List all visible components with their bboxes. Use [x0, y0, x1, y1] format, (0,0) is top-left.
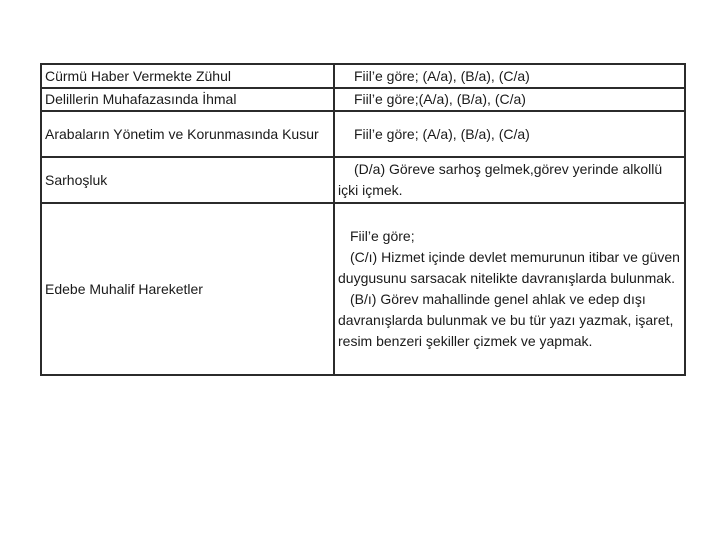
offense-cell: Edebe Muhalif Hareketler	[41, 203, 334, 375]
rule-cell	[334, 203, 685, 375]
table-row	[41, 88, 685, 111]
offense-cell: Arabaların Yönetim ve Korunmasında Kusur	[41, 111, 334, 157]
rule-cell: Fiil’e göre;(A/a), (B/a), (C/a)	[334, 88, 685, 111]
rule-cell: Fiil’e göre; (A/a), (B/a), (C/a)	[334, 111, 685, 157]
offense-cell: Sarhoşluk	[41, 157, 334, 203]
table-row	[41, 111, 685, 157]
rule-line: (C/ı) Hizmet içinde devlet memurunun itibar ve güven duygusunu sarsacak nitelikte davranışlarda bulunmak.	[338, 249, 680, 286]
offense-cell: Delillerin Muhafazasında İhmal	[41, 88, 334, 111]
rule-line: (B/ı) Görev mahallinde genel ahlak ve edep dışı davranışlarda bulunmak ve bu tür yazı yazmak, işaret, resim benzeri şekiller çizmek ve yapmak.	[338, 291, 674, 349]
table-row	[41, 64, 685, 88]
offense-cell: Cürmü Haber Vermekte Zühul	[41, 64, 334, 88]
table-row	[41, 157, 685, 203]
table-row	[41, 203, 685, 375]
rule-heading: Fiil’e göre;	[350, 228, 415, 244]
rule-cell: (D/a) Göreve sarhoş gelmek,görev yerinde alkollü içki içmek.	[334, 157, 685, 203]
rule-cell: Fiil’e göre; (A/a), (B/a), (C/a)	[334, 64, 685, 88]
disciplinary-table	[40, 63, 686, 376]
